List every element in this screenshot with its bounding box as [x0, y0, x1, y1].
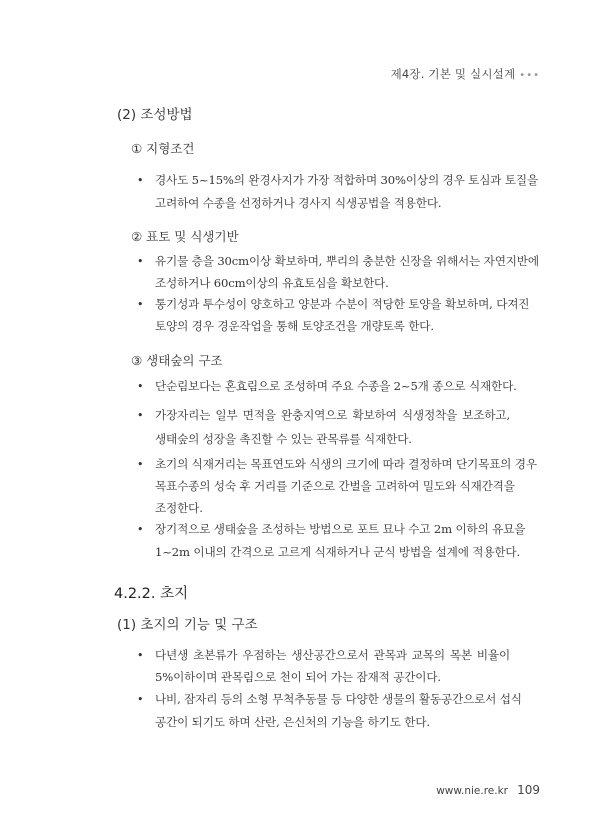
paragraph-line: 단순림보다는 혼효림으로 조성하며 주요 수종을 2~5개 종으로 식재한다.	[155, 379, 517, 393]
bullet: •	[137, 523, 144, 536]
paragraph-line: 유기물 층을 30cm이상 확보하며, 뿌리의 충분한 신장을 위해서는 자연지반에	[155, 254, 539, 268]
paragraph-line: 토양의 경우 경운작업을 통해 토양조건을 개량토록 한다.	[155, 319, 434, 333]
paragraph-line: 다년생 초본류가 우점하는 생산공간으로서 관목과 교목의 목본 비율이	[155, 648, 510, 662]
bullet: •	[137, 649, 144, 662]
subheading-grassland-function: (1) 초지의 기능 및 구조	[117, 617, 258, 633]
chapter-title: 제4장. 기본 및 실시설계	[390, 67, 516, 81]
running-header	[391, 66, 540, 82]
bullet: •	[137, 255, 144, 268]
subheading-terrain: ① 지형조건	[131, 141, 195, 156]
section-heading-grassland: 4.2.2. 초지	[114, 586, 189, 602]
paragraph-line: 목표수종의 성숙 후 거리를 기준으로 간벌을 고려하여 밀도와 식재간격을	[155, 479, 515, 493]
bullet: •	[137, 380, 144, 393]
bullet: •	[137, 409, 144, 422]
paragraph-line: 나비, 잠자리 등의 소형 무척추동물 등 다양한 생물의 활동공간으로서 섭식	[155, 692, 522, 706]
paragraph-line: 고려하여 수종을 선정하거나 경사지 식생공법을 적용한다.	[155, 196, 442, 210]
paragraph-line: 경사도 5~15%의 완경사지가 가장 적합하며 30%이상의 경우 토심과 토질을	[155, 173, 539, 187]
paragraph-line: 1~2m 이내의 간격으로 고르게 식재하거나 군식 방법을 설계에 적용한다.	[155, 545, 521, 559]
website-url: www.nie.re.kr	[436, 785, 508, 797]
paragraph-line: 조정한다.	[155, 501, 203, 515]
page-number: 109	[517, 783, 540, 797]
subheading-forest-structure: ③ 생태숲의 구조	[131, 353, 223, 368]
bullet: •	[137, 174, 144, 187]
bullet: •	[137, 693, 144, 706]
paragraph-line: 생태숲의 성장을 촉진할 수 있는 관목류를 식재한다.	[155, 432, 412, 446]
section-heading-method: (2) 조성방법	[117, 107, 193, 123]
paragraph-line: 초기의 식재거리는 목표연도와 식생의 크기에 따라 결정하며 단기목표의 경우	[155, 457, 537, 471]
subheading-topsoil: ② 표토 및 식생기반	[131, 229, 239, 244]
page-footer	[436, 779, 540, 798]
bullet: •	[137, 298, 144, 311]
bullet: •	[137, 458, 144, 471]
paragraph-line: 가장자리는 일부 면적을 완충지역으로 확보하여 식생정착을 보조하고,	[155, 408, 510, 422]
paragraph-line: 장기적으로 생태숲을 조성하는 방법으로 포트 묘나 수고 2m 이하의 유묘을	[155, 522, 526, 536]
header-dots: •••	[519, 70, 540, 81]
paragraph-line: 공간이 되기도 하며 산란, 은신처의 기능을 하기도 한다.	[155, 715, 430, 729]
paragraph-line: 통기성과 투수성이 양호하고 양분과 수분이 적당한 토양을 확보하며, 다져진	[155, 297, 530, 311]
paragraph-line: 5%이하이며 관목림으로 천이 되어 가는 잠재적 공간이다.	[155, 670, 441, 684]
paragraph-line: 조성하거나 60cm이상의 유효토심을 확보한다.	[155, 276, 389, 290]
